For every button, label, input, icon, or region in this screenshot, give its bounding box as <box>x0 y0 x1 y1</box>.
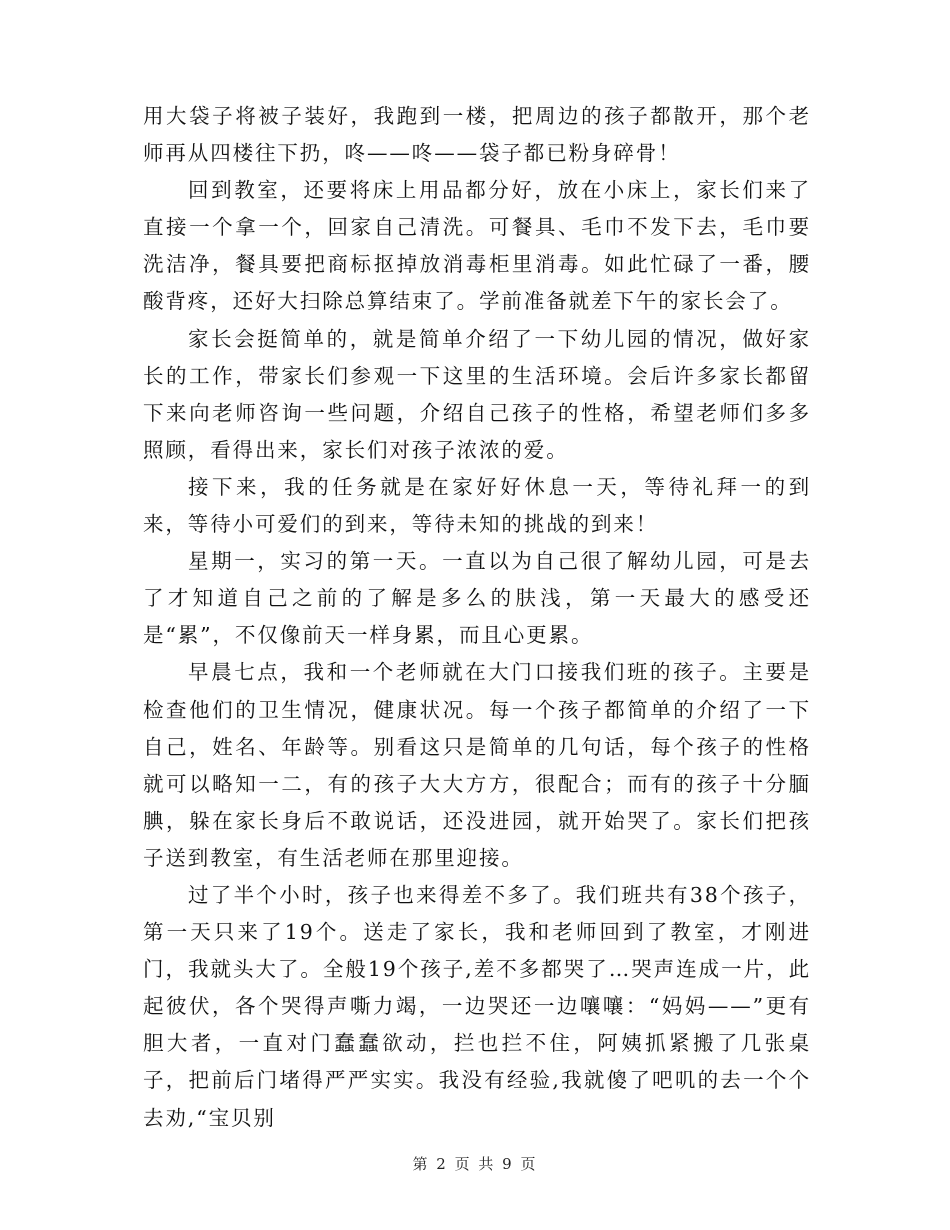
paragraph-5: 星期一，实习的第一天。一直以为自己很了解幼儿园，可是去了才知道自己之前的了解是多么的肤浅，第一天最大的感受还是“累”，不仅像前天一样身累，而且心更累。 <box>143 549 811 648</box>
paragraph-1: 用大袋子将被子装好，我跑到一楼，把周边的孩子都散开，那个老师再从四楼往下扔，咚——咚——袋子都已粉身碎骨！ <box>143 104 811 166</box>
body-text <box>143 98 811 1137</box>
paragraph-6: 早晨七点，我和一个老师就在大门口接我们班的孩子。主要是检查他们的卫生情况，健康状况。每一个孩子都简单的介绍了一下自己，姓名、年龄等。别看这只是简单的几句话，每个孩子的性格就可以略知一二，有的孩子大大方方，很配合；而有的孩子十分腼腆，躲在家长身后不敢说话，还没进园，就开始哭了。家长们把孩子送到教室，有生活老师在那里迎接。 <box>143 660 811 870</box>
paragraph-7: 过了半个小时，孩子也来得差不多了。我们班共有38个孩子，第一天只来了19个。送走了家长，我和老师回到了教室，才刚进门，我就头大了。全般19个孩子,差不多都哭了…哭声连成一片，此起彼伏，各个哭得声嘶力竭，一边哭还一边嚷嚷：“妈妈——”更有胆大者，一直对门蠢蠢欲动，拦也拦不住，阿姨抓紧搬了几张桌子，把前后门堵得严严实实。我没有经验,我就傻了吧叽的去一个个去劝,“宝贝别 <box>143 882 811 1130</box>
paragraph-3: 家长会挺简单的，就是简单介绍了一下幼儿园的情况，做好家长的工作，带家长们参观一下这里的生活环境。会后许多家长都留下来向老师咨询一些问题，介绍自己孩子的性格，希望老师们多多照顾，看得出来，家长们对孩子浓浓的爱。 <box>143 326 811 462</box>
page-footer: 第 2 页 共 9 页 <box>412 1155 538 1173</box>
paragraph-4: 接下来，我的任务就是在家好好休息一天，等待礼拜一的到来，等待小可爱们的到来，等待未知的挑战的到来！ <box>143 474 811 537</box>
paragraph-2: 回到教室，还要将床上用品都分好，放在小床上，家长们来了直接一个拿一个，回家自己清洗。可餐具、毛巾不发下去，毛巾要洗洁净，餐具要把商标抠掉放消毒柜里消毒。如此忙碌了一番，腰酸背疼，还好大扫除总算结束了。学前准备就差下午的家长会了。 <box>143 178 811 314</box>
